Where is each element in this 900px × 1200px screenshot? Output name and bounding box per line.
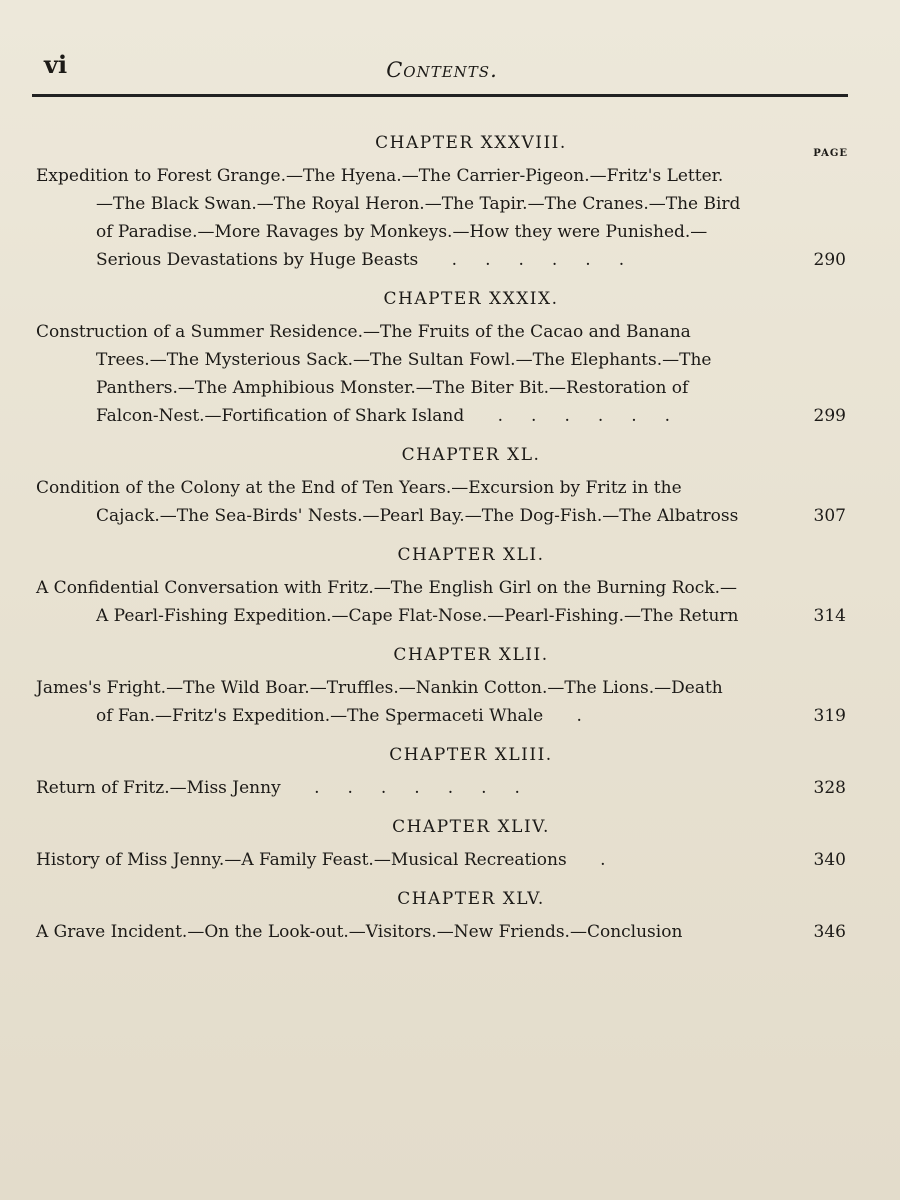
synopsis-line <box>36 190 802 218</box>
chapter-title: CHAPTER XLIII. <box>389 745 553 765</box>
running-head: Contents. <box>386 58 498 82</box>
chapter-synopsis <box>36 318 846 430</box>
chapter-entry <box>36 444 846 544</box>
synopsis-line <box>36 846 802 874</box>
synopsis-text: James's Fright.—The Wild Boar.—Truffles.—Nankin Cotton.—The Lions.—Death <box>36 678 723 698</box>
synopsis-line <box>36 702 802 730</box>
chapter-title: CHAPTER XL. <box>401 445 541 465</box>
synopsis-line <box>36 374 802 402</box>
leader-dots: . <box>543 706 610 726</box>
synopsis-text: Expedition to Forest Grange.—The Hyena.—The Carrier-Pigeon.—Fritz's Letter. <box>36 166 724 186</box>
synopsis-line <box>36 674 802 702</box>
synopsis-text: of Paradise.—More Ravages by Monkeys.—How they were Punished.— <box>96 222 708 242</box>
spacer <box>36 530 846 544</box>
spacer <box>36 630 846 644</box>
synopsis-text: Construction of a Summer Residence.—The Fruits of the Cacao and Banana <box>36 322 691 342</box>
synopsis-text: of Fan.—Fritz's Expedition.—The Spermaceti Whale <box>96 706 544 726</box>
page-number: 314 <box>813 606 846 626</box>
page-number: 290 <box>813 250 846 270</box>
synopsis-text: A Grave Incident.—On the Look-out.—Visitors.—New Friends.—Conclusion <box>36 922 683 942</box>
spacer <box>36 274 846 288</box>
synopsis-text: Condition of the Colony at the End of Ten Years.—Excursion by Fritz in the <box>36 478 682 498</box>
leader-dots: ....... <box>280 778 548 798</box>
page-number: 319 <box>813 706 846 726</box>
chapter-entry <box>36 888 846 960</box>
chapter-title: CHAPTER XXXVIII. <box>375 133 567 153</box>
folio-number: vi <box>44 50 68 79</box>
synopsis-line <box>36 602 802 630</box>
spacer <box>36 730 846 744</box>
synopsis-text: Serious Devastations by Huge Beasts <box>96 250 419 270</box>
header-rule <box>32 94 848 97</box>
synopsis-line <box>36 402 802 430</box>
chapter-entry <box>36 744 846 816</box>
chapter-synopsis <box>36 774 846 802</box>
synopsis-text: Cajack.—The Sea-Birds' Nests.—Pearl Bay.—The Dog-Fish.—The Albatross <box>96 506 739 526</box>
spacer <box>36 946 846 960</box>
chapter-entry <box>36 132 846 288</box>
leader-dots: ...... <box>464 406 699 426</box>
synopsis-text: Trees.—The Mysterious Sack.—The Sultan Fowl.—The Elephants.—The <box>96 350 712 370</box>
page-column-label: PAGE <box>813 148 848 159</box>
leader-dots: . <box>566 850 634 870</box>
synopsis-text: —The Black Swan.—The Royal Heron.—The Tapir.—The Cranes.—The Bird <box>96 194 741 214</box>
synopsis-line <box>36 218 802 246</box>
chapter-synopsis <box>36 918 846 946</box>
page-number: 299 <box>813 406 846 426</box>
chapter-entry <box>36 644 846 744</box>
page-header <box>36 44 848 92</box>
page-number: 328 <box>813 778 846 798</box>
page-number: 346 <box>813 922 846 942</box>
table-of-contents <box>36 132 846 960</box>
synopsis-text: A Confidential Conversation with Fritz.—The English Girl on the Burning Rock.— <box>36 578 737 598</box>
synopsis-line <box>36 918 802 946</box>
synopsis-text: History of Miss Jenny.—A Family Feast.—Musical Recreations <box>36 850 567 870</box>
synopsis-text: A Pearl-Fishing Expedition.—Cape Flat-Nose.—Pearl-Fishing.—The Return <box>96 606 739 626</box>
page-number: 340 <box>813 850 846 870</box>
chapter-title: CHAPTER XLII. <box>393 645 549 665</box>
synopsis-text: Panthers.—The Amphibious Monster.—The Biter Bit.—Restoration of <box>96 378 689 398</box>
synopsis-line <box>36 246 802 274</box>
chapter-entry <box>36 288 846 444</box>
chapter-title: CHAPTER XLIV. <box>392 817 550 837</box>
spacer <box>36 430 846 444</box>
chapter-title: CHAPTER XXXIX. <box>383 289 559 309</box>
spacer <box>36 802 846 816</box>
chapter-entry <box>36 544 846 644</box>
synopsis-line <box>36 502 802 530</box>
synopsis-line <box>36 318 802 346</box>
synopsis-line <box>36 346 802 374</box>
spacer <box>36 874 846 888</box>
synopsis-line <box>36 162 802 190</box>
chapter-synopsis <box>36 162 846 274</box>
page-number: 307 <box>813 506 846 526</box>
synopsis-line <box>36 774 802 802</box>
chapter-synopsis <box>36 674 846 730</box>
chapter-entry <box>36 816 846 888</box>
chapter-synopsis <box>36 846 846 874</box>
chapter-title: CHAPTER XLI. <box>397 545 545 565</box>
synopsis-line <box>36 574 802 602</box>
leader-dots: ...... <box>418 250 653 270</box>
chapter-synopsis <box>36 574 846 630</box>
chapter-synopsis <box>36 474 846 530</box>
chapter-title: CHAPTER XLV. <box>397 889 545 909</box>
synopsis-line <box>36 474 802 502</box>
synopsis-text: Falcon-Nest.—Fortification of Shark Island <box>96 406 465 426</box>
synopsis-text: Return of Fritz.—Miss Jenny <box>36 778 281 798</box>
